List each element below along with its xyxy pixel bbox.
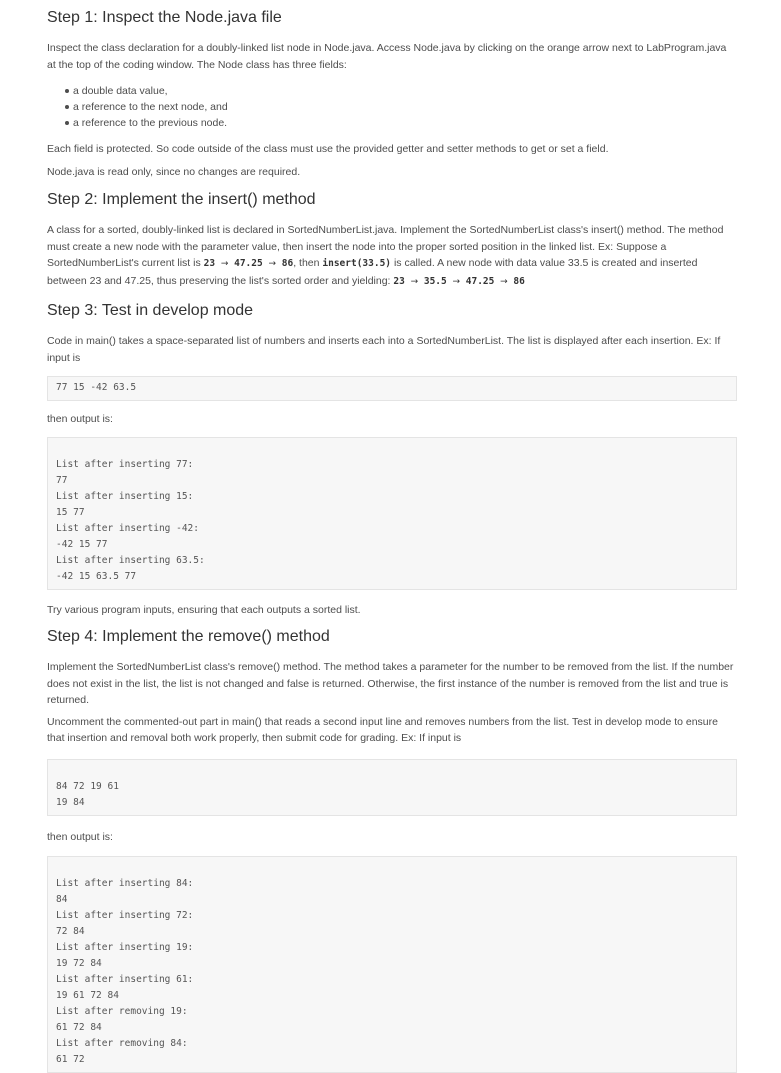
step1-protected-note: Each field is protected. So code outside of the class must use the provided getter and setter methods to get or set a field.	[47, 143, 609, 155]
code-line: 19 84	[56, 796, 85, 808]
code-line: List after inserting 77:	[56, 458, 194, 470]
code-line: 77	[56, 474, 68, 486]
code-line: 77 15 -42 63.5	[56, 382, 137, 393]
code-line: 19 61 72 84	[56, 990, 119, 1001]
step4-output-box	[47, 856, 737, 1073]
code-line: 15 77	[56, 506, 85, 518]
code-line: -42 15 63.5 77	[56, 570, 137, 582]
code-line: List after inserting 72:	[56, 910, 194, 921]
step4-instructions: Uncomment the commented-out part in main() that reads a second input line and removes numbers from the list. Test in develop mode to ensure that insertion and removal both work properly, then submit code for grading. Ex: If input is	[47, 715, 718, 744]
code-line: 61 72	[56, 1054, 85, 1065]
step3-try-note: Try various program inputs, ensuring that each outputs a sorted list.	[47, 603, 361, 616]
step3-input-box	[47, 376, 737, 401]
step4-heading: Step 4: Implement the remove() method	[47, 628, 330, 645]
list-item: a double data value,	[57, 83, 737, 99]
step3-output-label: then output is:	[47, 413, 113, 425]
step2-text-c: is called. A new node with data value 33.5 is created and inserted between 23 and 47.25, thus preserving the list's sorted order and yielding:	[47, 257, 698, 287]
code-line: 61 72 84	[56, 1022, 102, 1033]
step3-output-box	[47, 437, 737, 590]
step4-input-box	[47, 759, 737, 816]
code-line: 84 72 19 61	[56, 780, 119, 792]
step1-readonly-note: Node.java is read only, since no changes are required.	[47, 165, 301, 178]
code-line: List after inserting 84:	[56, 878, 194, 889]
step2-text-a: A class for a sorted, doubly-linked list is declared in SortedNumberList.java. Implement the SortedNumberList class's insert() method. The method must create a new node with the parameter value, then insert the node into the proper sorted position in the linked list. Ex: Suppose a SortedNumberList's current list is	[47, 224, 724, 269]
step2-text-b: , then	[293, 257, 323, 269]
code-line: -42 15 77	[56, 538, 108, 550]
node-fields-list	[47, 83, 737, 131]
step3-description: Code in main() takes a space-separated list of numbers and inserts each into a SortedNumberList. The list is displayed after each insertion. Ex: If input is	[47, 335, 721, 364]
step4-output-label: then output is:	[47, 830, 113, 843]
step2-heading: Step 2: Implement the insert() method	[47, 191, 316, 208]
code-line: List after removing 84:	[56, 1038, 188, 1049]
code-line: List after inserting 61:	[56, 974, 194, 985]
code-line: List after inserting 19:	[56, 942, 194, 953]
list-item: a reference to the next node, and	[57, 99, 737, 115]
example-list-before: 23 → 47.25 → 86	[203, 258, 294, 269]
code-line: 84	[56, 894, 68, 905]
step1-heading: Step 1: Inspect the Node.java file	[47, 9, 282, 26]
code-line: 72 84	[56, 926, 85, 937]
code-line: List after removing 19:	[56, 1006, 188, 1017]
code-line: List after inserting 63.5:	[56, 554, 205, 566]
list-item: a reference to the previous node.	[57, 115, 737, 131]
step3-heading: Step 3: Test in develop mode	[47, 302, 254, 319]
step4-description: Implement the SortedNumberList class's remove() method. The method takes a parameter for the number to be removed from the list. If the number does not exist in the list, the list is not changed and false is returned. Otherwise, the first instance of the number is removed from the list and true is returned.	[47, 661, 734, 706]
step1-intro: Inspect the class declaration for a doubly-linked list node in Node.java. Access Node.java by clicking on the orange arrow next to LabProgram.java at the top of the coding window. The Node class has three fields:	[47, 42, 727, 71]
code-line: 19 72 84	[56, 958, 102, 969]
step2-description	[47, 222, 737, 290]
insert-call: insert(33.5)	[322, 258, 392, 269]
code-line: List after inserting -42:	[56, 522, 199, 534]
example-list-after: 23 → 35.5 → 47.25 → 86	[393, 275, 525, 287]
code-line: List after inserting 15:	[56, 490, 194, 502]
